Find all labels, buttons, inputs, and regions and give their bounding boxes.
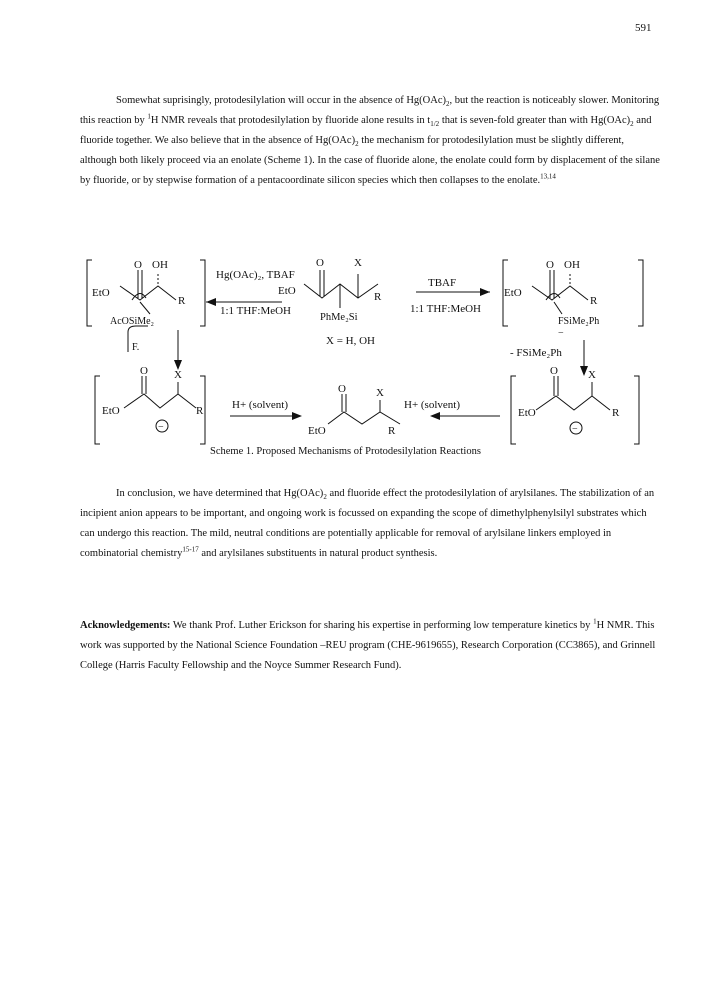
atom-label: EtO (504, 287, 522, 299)
subscript: 2 (323, 493, 327, 502)
proton-label: H+ (solvent) (232, 399, 288, 411)
text-run: We thank Prof. Luther Erickson for sharing his expertise in performing low temperature kinetics by (170, 620, 594, 631)
text-run: and fluoride effect the protodesilylation of arylsilanes. The stabilization of an incipient anion appears to be important, and ongoing work is focussed on expanding the scope of dimethylphenylsilyl substrates which can undergo this reaction. The mild, neutral conditions are potentially applicable for removal of arylsilane linkers employed in combinatorial chemistry (80, 488, 655, 559)
text-run: and fluoride together. We also believe that in the absence of Hg(OAc) (80, 115, 652, 146)
bl-carbonyl (142, 376, 146, 394)
text-run: the mechanism for protodesilylation must be slightly different, although both likely proceed via an enolate (Scheme 1). In the case of fluoride alone, the enolate could form by displacement of the silane by fluoride, or by stepwise formation of a pentacoordinate silicon species which then collapses to the enolate. (80, 135, 660, 186)
silyl-label: FSiMe₂Ph (558, 316, 600, 327)
arrowhead-right (480, 288, 490, 296)
atom-label: X (588, 369, 596, 381)
reagent-label: Hg(OAc)₂, TBAF (216, 269, 295, 281)
text-run: In conclusion, we have determined that Hg(OAc) (116, 488, 324, 499)
product-chain (328, 412, 400, 424)
subscript: 1/2 (430, 120, 440, 129)
text-run: that is seven-fold greater than with Hg(OAc) (439, 115, 631, 126)
atom-label: R (590, 295, 598, 307)
atom-label: EtO (518, 407, 536, 419)
citation-superscript: 15-17 (182, 545, 199, 554)
atom-label: O (316, 257, 324, 269)
atom-label: OH (152, 259, 168, 271)
proton-label: H+ (solvent) (404, 399, 460, 411)
atom-label: R (374, 291, 382, 303)
acknowledgements-paragraph (80, 616, 660, 676)
body-paragraph-2 (80, 484, 660, 564)
atom-label: EtO (278, 285, 296, 297)
subscript: 2 (630, 120, 634, 129)
text-run: and arylsilanes substituents in natural product synthesis. (198, 548, 438, 559)
silyl-label: PhMe₂Si (320, 312, 358, 323)
right-silyl-bond (554, 302, 562, 314)
atom-label: R (388, 425, 396, 437)
subscript: 2 (446, 100, 450, 109)
fluoride-label: F. (132, 342, 140, 353)
atom-label: X (354, 257, 362, 269)
atom-label: EtO (102, 405, 120, 417)
citation-superscript: 13,14 (540, 172, 556, 181)
atom-label: EtO (92, 287, 110, 299)
caption-text: Scheme 1. Proposed Mechanisms of Protodesilylation Reactions (210, 446, 481, 457)
molecule-left-chain (120, 286, 176, 300)
arrowhead-protonation-left (292, 412, 302, 420)
anion-label: − (158, 422, 164, 433)
atom-label: X (376, 387, 384, 399)
atom-label: R (196, 405, 204, 417)
atom-label: R (612, 407, 620, 419)
atom-label: O (550, 365, 558, 377)
center-carbonyl (320, 270, 324, 296)
molecule-center-chain (304, 284, 378, 298)
atom-label: O (546, 259, 554, 271)
reagent-label: TBAF (428, 277, 457, 289)
atom-label: X (174, 369, 182, 381)
text-run: Somewhat suprisingly, protodesilylation will occur in the absence of Hg(OAc) (116, 95, 446, 106)
page-number: 591 (635, 22, 652, 34)
atom-label: O (134, 259, 142, 271)
solvent-label: 1:1 THF:MeOH (220, 305, 291, 317)
bracket-right-close (638, 260, 643, 326)
definition-label: X = H, OH (326, 335, 375, 347)
atom-label: O (140, 365, 148, 377)
anion-label: − (558, 328, 564, 339)
silyl-label: AcOSiMe₂ (110, 316, 155, 327)
text-run: H NMR reveals that protodesilylation by fluoride alone results in t (150, 115, 431, 126)
superscript: 1 (147, 112, 151, 121)
reaction-scheme (70, 248, 670, 460)
enolate-left-chain (124, 394, 196, 408)
body-paragraph-1 (80, 91, 660, 191)
br-carbonyl (554, 376, 558, 396)
anion-label: − (572, 424, 578, 435)
arrowhead-left (206, 298, 216, 306)
arrowhead-down-right (580, 366, 588, 376)
text-run: H NMR. This work was supported by the National Science Foundation –REU program (CHE-9619655), Research Corporation (CC3865), and Grinnell College (Harris Faculty Fellowship and the Noyce Summer Research Fund). (80, 620, 656, 671)
arrowhead-protonation-right (430, 412, 440, 420)
acknowledgements-heading: Acknowledgements: (80, 620, 171, 631)
atom-label: EtO (308, 425, 326, 437)
product-carbonyl (342, 394, 346, 412)
bracket-br-open (511, 376, 516, 444)
subscript: 2 (355, 140, 359, 149)
loss-label: - FSiMe₂Ph (510, 347, 562, 359)
enolate-right-chain (536, 396, 610, 410)
text-run: , but the reaction is noticeably slower. Monitoring this reaction by (80, 95, 660, 126)
scheme-drawing (70, 248, 670, 460)
superscript: 1 (593, 617, 597, 626)
atom-label: OH (564, 259, 580, 271)
atom-label: O (338, 383, 346, 395)
enolate-silyl-bond (140, 302, 150, 314)
bracket-left-close (200, 260, 205, 326)
bracket-bl-open (95, 376, 100, 444)
solvent-label: 1:1 THF:MeOH (410, 303, 481, 315)
atom-label: R (178, 295, 186, 307)
bracket-br-close (634, 376, 639, 444)
